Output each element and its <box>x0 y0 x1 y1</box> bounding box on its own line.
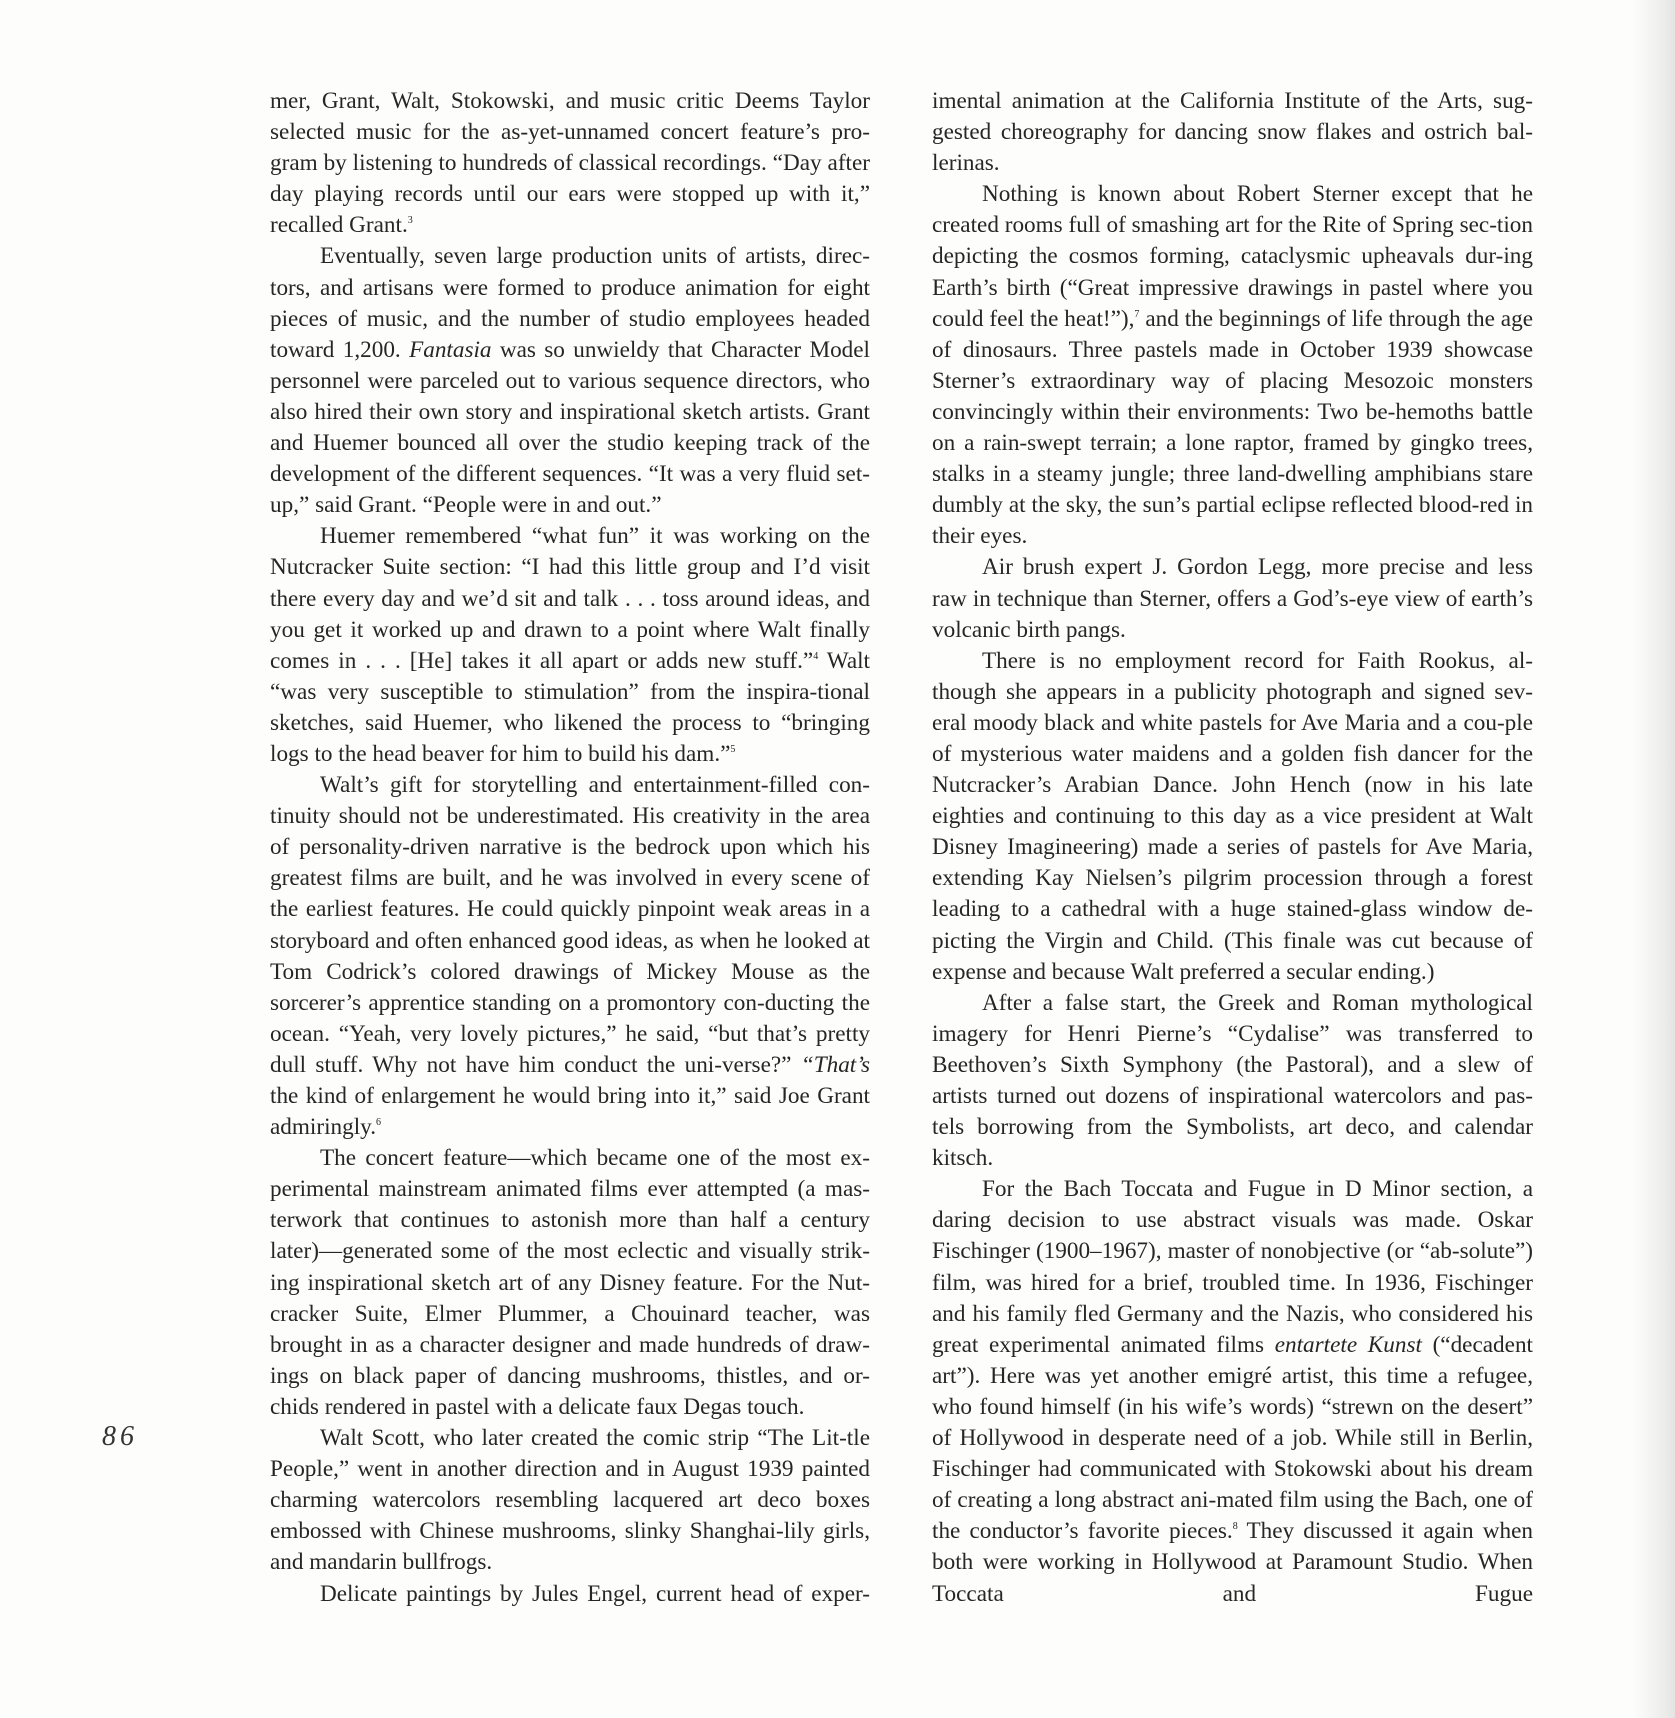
paragraph: After a false start, the Greek and Roman mythological imagery for Henri Pierne’s “Cydalise” was transferred to Beethoven’s Sixth Symphony (the Pastoral), and a slew of artists turned out dozens of inspirational watercolors and pas-tels borrowing from the Symbolists, art deco, and calendar kitsch. <box>932 989 1533 1172</box>
footnote-marker: 5 <box>730 743 736 755</box>
paragraph: There is no employment record for Faith Rookus, al-though she appears in a publicity photograph and signed sev-eral moody black and white pastels for Ave Maria and a cou-ple of mysterious water maidens and a golden fish dancer for the Nutcracker’s Arabian Dance. John Hench (now in his late eighties and continuing to this day as a vice president at Walt Disney Imagineering) made a series of pastels for Ave Maria, extending Kay Nielsen’s pilgrim procession through a forest leading to a cathedral with a huge stained-glass window de-picting the Virgin and Child. (This finale was cut because of expense and because Walt preferred a secular ending.) <box>932 647 1533 985</box>
left-column <box>270 86 870 1610</box>
paragraph: imental animation at the California Institute of the Arts, sug-gested choreography for dancing snow flakes and ostrich bal-lerinas. <box>932 88 1533 177</box>
paragraph: Eventually, seven large production units of artists, direc-tors, and artisans were formed to produce animation for eight pieces of music, and the number of studio employees headed toward 1,200. Fantasia was so unwieldy that Character Model personnel were parceled out to various sequence directors, who also hired their own story and inspirational sketch artists. Grant and Huemer bounced all over the studio keeping track of the development of the different sequences. “It was a very fluid set-up,” said Grant. “People were in and out.” <box>270 243 870 519</box>
paragraph: mer, Grant, Walt, Stokowski, and music critic Deems Taylor selected music for the as-yet-unnamed concert feature’s pro-gram by listening to hundreds of classical recordings. “Day after day playing records until our ears were stopped up with it,” recalled Grant.$^3$ <box>270 88 870 239</box>
footnote-marker: 6 <box>376 1117 382 1129</box>
film-title: Fantasia <box>409 336 492 363</box>
footnote-marker: 4 <box>813 650 819 662</box>
paragraph: Air brush expert J. Gordon Legg, more precise and less raw in technique than Sterner, offers a God’s-eye view of earth’s volcanic birth pangs. <box>932 554 1533 643</box>
paragraph: Nothing is known about Robert Sterner except that he created rooms full of smashing art for the Rite of Spring sec-tion depicting the cosmos forming, cataclysmic upheavals dur-ing Earth’s birth (“Great impressive drawings in pastel where you could feel the heat!”),$^7$ and the beginnings of life through the age of dinosaurs. Three pastels made in October 1939 showcase Sterner’s extraordinary way of placing Mesozoic monsters convincingly within their environments: Two be-hemoths battle on a rain-swept terrain; a lone raptor, framed by gingko trees, stalks in a steamy jungle; three land-dwelling amphibians stare dumbly at the sky, the sun’s partial eclipse reflected blood-red in their eyes. <box>932 181 1533 550</box>
paragraph: Walt’s gift for storytelling and entertainment-filled con-tinuity should not be underestimated. His creativity in the area of personality-driven narrative is the bedrock upon which his greatest films are built, and he was involved in every scene of the earliest features. He could quickly pinpoint weak areas in a storyboard and often enhanced good ideas, as when he looked at Tom Codrick’s colored drawings of Mickey Mouse as the sorcerer’s apprentice standing on a promontory con-ducting the ocean. “Yeah, very lovely pictures,” he said, “but that’s pretty dull stuff. Why not have him conduct the uni-verse?” “That’s the kind of enlargement he would bring into it,” said Joe Grant admiringly.$^6$ <box>270 772 870 1141</box>
footnote-marker: 3 <box>407 215 413 227</box>
paragraph: The concert feature—which became one of the most ex-perimental mainstream animated films ever attempted (a mas-terwork that continues to astonish more than half a century later)—generated some of the most eclectic and visually strik-ing inspirational sketch art of any Disney feature. For the Nut-cracker Suite, Elmer Plummer, a Chouinard teacher, was brought in as a character designer and made hundreds of draw-ings on black paper of dancing mushrooms, thistles, and or-chids rendered in pastel with a delicate faux Degas touch. <box>270 1145 870 1420</box>
emphasis: “That’s <box>800 1051 870 1078</box>
page-edge-shadow <box>1633 0 1675 1718</box>
right-column <box>932 86 1533 1610</box>
paragraph: For the Bach Toccata and Fugue in D Minor section, a daring decision to use abstract visuals was made. Oskar Fischinger (1900–1967), master of nonobjective (or “ab-solute”) film, was hired for a brief, troubled time. In 1936, Fischinger and his family fled Germany and the Nazis, who considered his great experimental animated films entartete Kunst (“decadent art”). Here was yet another emigré artist, this time a refugee, who found himself (in his wife’s words) “strewn on the desert” of Hollywood in desperate need of a job. While still in Berlin, Fischinger had communicated with Stokowski about his dream of creating a long abstract ani-mated film using the Bach, one of the conductor’s favorite pieces.$^8$ They discussed it again when both were working in Hollywood at Paramount Studio. When Toccata and Fugue <box>932 1176 1533 1607</box>
footnote-marker: 8 <box>1232 1521 1238 1533</box>
emphasis: entartete Kunst <box>1274 1331 1422 1358</box>
paragraph: Walt Scott, who later created the comic strip “The Lit-tle People,” went in another direction and in August 1939 painted charming watercolors resembling lacquered art deco boxes embossed with Chinese mushrooms, slinky Shanghai-lily girls, and mandarin bullfrogs. <box>270 1425 870 1576</box>
page-number: 86 <box>102 1421 138 1452</box>
footnote-marker: 7 <box>1134 308 1140 320</box>
paragraph: Huemer remembered “what fun” it was working on the Nutcracker Suite section: “I had this little group and I’d visit there every day and we’d sit and talk . . . toss around ideas, and you get it worked up and drawn to a point where Walt finally comes in . . . [He] takes it all apart or adds new stuff.”$^4$ Walt “was very susceptible to stimulation” from the inspira-tional sketches, said Huemer, who likened the process to “bringing logs to the head beaver for him to build his dam.”$^5$ <box>270 523 871 767</box>
paragraph: Delicate paintings by Jules Engel, current head of exper- <box>320 1580 870 1607</box>
